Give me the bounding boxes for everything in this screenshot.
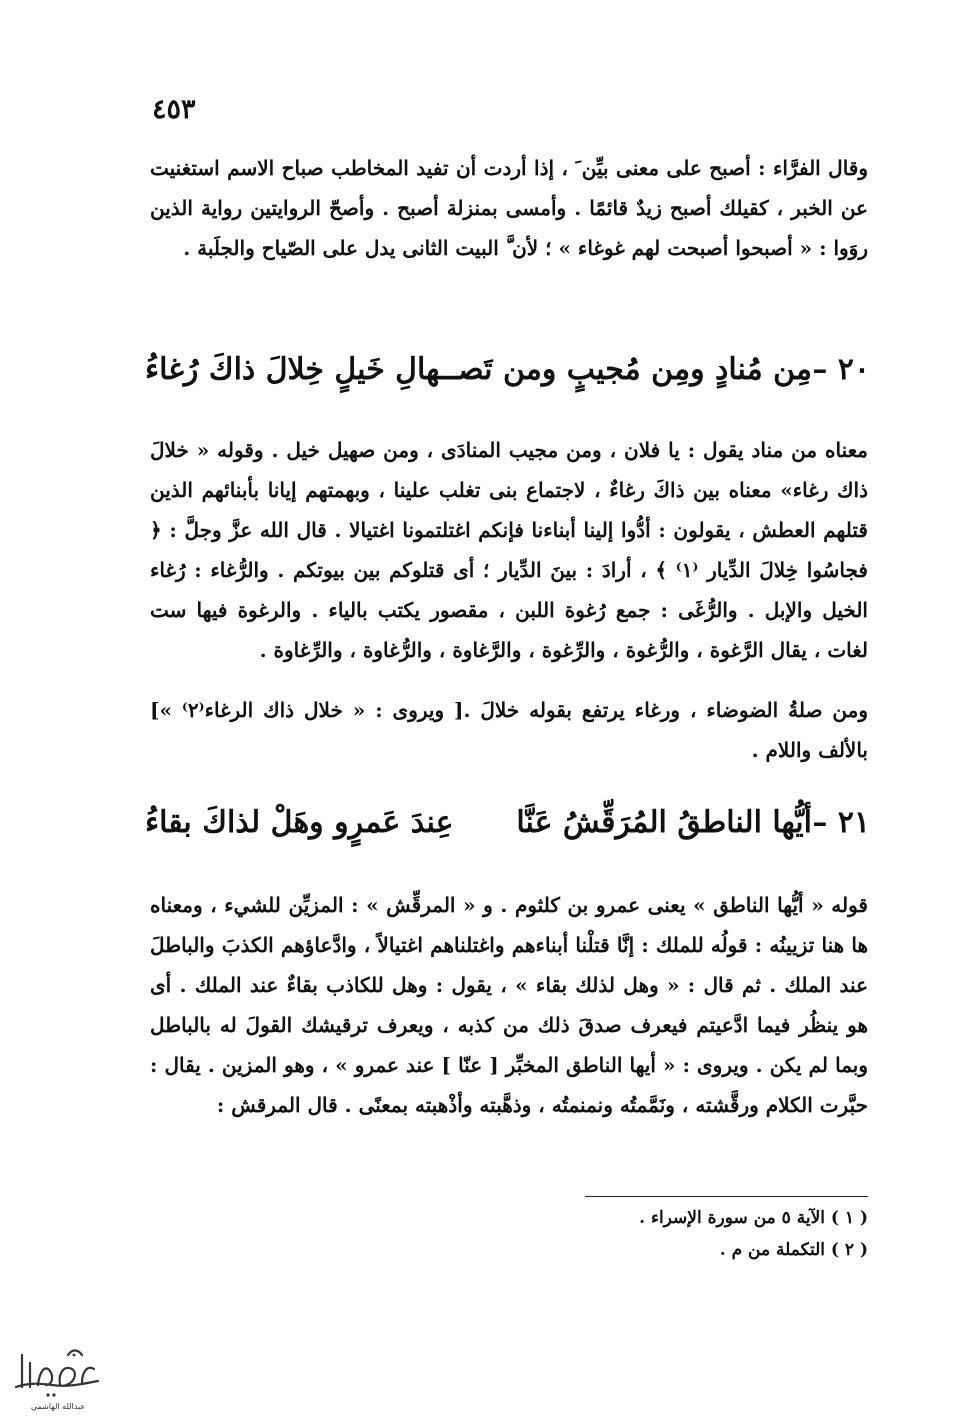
paragraph-text: ومن صلةُ الضوضاء ، ورغاء يرتفع بقوله خلالَ .[ ويروى : « خلال ذاك الرغاء⁽٢⁾ »] بالألف واللام . [150,698,868,762]
verse-first-hemistich: مِن مُنادٍ ومِن مُجيبٍ ومن تَصـ [449,352,812,387]
paragraph-3 [150,690,868,770]
paragraph-text: وقال الفرَّاء : أصبح على معنى بيِّن َ ، إذا أردت أن تفيد المخاطب صباح الاسم استغنيت عن الخبر ، كقيلك أصبح زيدٌ قائمًا . وأمسى بمنزلة أصبح . وأصحّ الروايتين رواية الذين روَوا : « أصبحوا أصبحت لهم غوغاء » ؛ لأن َّ البيت الثانى يدل على الصّياح والجلَبة . [150,156,868,260]
footnote-1: ( ١ ) الآية ٥ من سورة الإسراء . [639,1208,868,1228]
footnotes [520,1202,868,1266]
paragraph-2 [150,430,868,670]
verse-first-hemistich: أيُّها الناطقُ المُرَقِّشُ عَنَّا [516,805,812,840]
logo-subtext: عبدالله الهاشمي [30,1402,86,1411]
footnote-divider [585,1196,868,1197]
verse-second-hemistich: عِندَ عَمرٍو وهَلْ لذاكَ بقاءُ [145,805,454,840]
page-number: ٤٥٣ [152,94,196,125]
footnote-2: ( ٢ ) التكملة من م . [719,1240,868,1260]
verse-number: ٢١ – [812,805,870,840]
verse-20 [145,352,870,408]
paragraph-4 [150,885,868,1125]
verse-number: ٢٠ – [812,352,870,387]
paragraph-1 [150,148,868,268]
verse-21 [145,805,870,861]
paragraph-text: معناه من مناد يقول : يا فلان ، ومن مجيب المنادَى ، ومن صهيل خيل . وقوله « خلالَ ذاك رغاء» معناه بين ذاكَ رغاءٌ ، لاجتماع بنى تغلب علينا ، وبهمتهم إيانا بأبنائهم الذين قتلهم العطش ، يقولون : أدُّوا إلينا أبناءنا فإنكم اغتلتمونا اغتيالا . قال الله عزَّ وجلَّ : ﴿ فجاسُوا خِلالَ الدِّيار ⁽١⁾ ﴾ ، أرادَ : بينَ الدِّيار ؛ أى قتلوكم بين بيوتكم . والرُّغاء : رُغاء الخيل والإبل . والرُّغَى : جمع رُغوة اللبن ، مقصور يكتب بالياء . والرغوة فيها ست لغات ، يقال الرَّغوة ، والرُّغوة ، والرِّغوة ، والرَّغاوة ، والرُّغاوة ، والرِّغاوة . [150,438,868,662]
paragraph-text: قوله « أيُّها الناطق » يعنى عمرو بن كلثوم . و « المرقِّش » : المزيِّن للشيء ، ومعناه ها هنا تزيينُه : قولُه للملك : إنَّا قتلْنا أبناءهم واغتلناهم اغتيالاً ، وادَّعاؤهم الكذبَ والباطلَ عند الملك . ثم قال : « وهل لذلك بقاء » ، يقول : وهل للكاذب بقاءٌ عند الملك . أى هو ينظُر فيما ادَّعيتم فيعرف صدقَ ذلك من كذبه ، ويعرف ترقيشك القولَ له بالباطل وبما لم يكن . ويروى : « أيها الناطق المخبِّر [ عنّا ] عند عمرو » ، وهو المزين . يقال : حبَّرت الكلام ورقَّشته ، ونَمَّمتُه ونمنمتُه ، وذهَّبته وأذْهبته بمعنًى . قال المرقش : [150,893,868,1117]
verse-second-hemistich: ـهالِ خَيلٍ خِلالَ ذاكَ رُغاءُ [145,352,449,387]
library-logo [8,1325,108,1415]
